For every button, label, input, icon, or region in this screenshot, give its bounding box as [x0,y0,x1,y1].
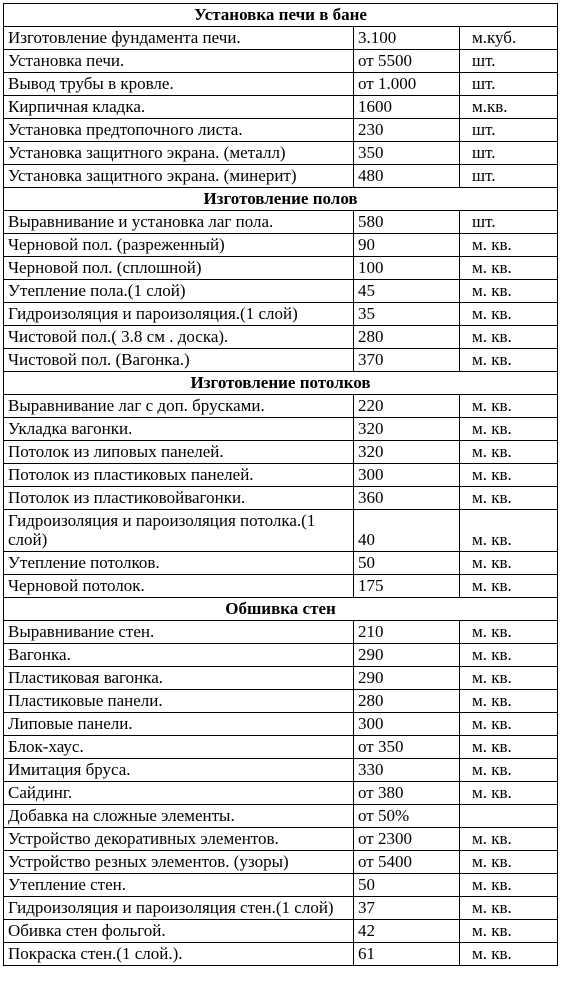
service-name-cell: Липовые панели. [4,713,354,736]
price-cell: 230 [354,119,460,142]
price-cell: 360 [354,487,460,510]
price-cell: от 380 [354,782,460,805]
price-cell: 210 [354,621,460,644]
table-row [4,165,558,188]
table-row [4,690,558,713]
service-name-cell: Изготовление фундамента печи. [4,27,354,50]
unit-cell: м. кв. [460,464,558,487]
unit-cell: м. кв. [460,303,558,326]
unit-cell [460,805,558,828]
table-row [4,510,558,552]
price-cell: от 350 [354,736,460,759]
service-name-cell: Обивка стен фольгой. [4,920,354,943]
unit-cell: м. кв. [460,690,558,713]
table-row [4,280,558,303]
unit-cell: м. кв. [460,575,558,598]
service-name-cell: Сайдинг. [4,782,354,805]
unit-cell: м. кв. [460,257,558,280]
unit-cell: м. кв. [460,234,558,257]
service-name-cell: Покраска стен.(1 слой.). [4,943,354,966]
table-row [4,575,558,598]
unit-cell: шт. [460,211,558,234]
unit-cell: м. кв. [460,736,558,759]
unit-cell: м. кв. [460,667,558,690]
table-row [4,119,558,142]
price-cell: 37 [354,897,460,920]
table-row [4,920,558,943]
table-row [4,667,558,690]
unit-cell: м. кв. [460,920,558,943]
table-row [4,349,558,372]
price-cell: 35 [354,303,460,326]
service-name-cell: Устройство декоративных элементов. [4,828,354,851]
unit-cell: м. кв. [460,943,558,966]
service-name-cell: Гидроизоляция и пароизоляция стен.(1 слой) [4,897,354,920]
table-row [4,851,558,874]
service-name-cell: Гидроизоляция и пароизоляция.(1 слой) [4,303,354,326]
service-name-cell: Устройство резных элементов. (узоры) [4,851,354,874]
section-header [4,188,558,211]
unit-cell: м. кв. [460,280,558,303]
unit-cell: м. кв. [460,487,558,510]
price-cell: 300 [354,713,460,736]
service-name-cell: Установка предтопочного листа. [4,119,354,142]
table-row [4,418,558,441]
table-row [4,27,558,50]
service-name-cell: Потолок из липовых панелей. [4,441,354,464]
service-name-cell: Добавка на сложные элементы. [4,805,354,828]
unit-cell: шт. [460,142,558,165]
service-name-cell: Установка защитного экрана. (металл) [4,142,354,165]
service-name-cell: Утепление стен. [4,874,354,897]
price-cell: 280 [354,690,460,713]
price-cell: 320 [354,418,460,441]
price-cell: 40 [354,510,460,552]
price-cell: 280 [354,326,460,349]
unit-cell: м. кв. [460,510,558,552]
section-header [4,372,558,395]
table-row [4,50,558,73]
table-row [4,874,558,897]
price-cell: 61 [354,943,460,966]
table-row [4,487,558,510]
unit-cell: м. кв. [460,713,558,736]
price-cell: 50 [354,552,460,575]
table-row [4,257,558,280]
service-name-cell: Пластиковая вагонка. [4,667,354,690]
price-cell: 90 [354,234,460,257]
service-name-cell: Чистовой пол. (Вагонка.) [4,349,354,372]
service-name-cell: Вывод трубы в кровле. [4,73,354,96]
price-cell: 300 [354,464,460,487]
table-row [4,441,558,464]
unit-cell: м. кв. [460,441,558,464]
service-name-cell: Установка защитного экрана. (минерит) [4,165,354,188]
unit-cell: м. кв. [460,395,558,418]
price-cell: 220 [354,395,460,418]
table-row [4,736,558,759]
unit-cell: м. кв. [460,552,558,575]
price-cell: 350 [354,142,460,165]
unit-cell: м. кв. [460,851,558,874]
unit-cell: м. кв. [460,418,558,441]
service-name-cell: Утепление потолков. [4,552,354,575]
service-name-cell: Чистовой пол.( 3.8 см . доска). [4,326,354,349]
table-row [4,943,558,966]
unit-cell: шт. [460,50,558,73]
unit-cell: м.куб. [460,27,558,50]
unit-cell: шт. [460,119,558,142]
service-name-cell: Выравнивание и установка лаг пола. [4,211,354,234]
price-table [3,3,558,966]
table-row [4,759,558,782]
price-cell: 3.100 [354,27,460,50]
unit-cell: м. кв. [460,897,558,920]
table-row [4,96,558,119]
section-header [4,4,558,27]
unit-cell: м. кв. [460,349,558,372]
unit-cell: м.кв. [460,96,558,119]
table-row [4,552,558,575]
service-name-cell: Черновой потолок. [4,575,354,598]
table-row [4,234,558,257]
price-cell: от 1.000 [354,73,460,96]
price-cell: от 5500 [354,50,460,73]
price-cell: 290 [354,644,460,667]
table-row [4,897,558,920]
unit-cell: м. кв. [460,644,558,667]
price-cell: от 50% [354,805,460,828]
section-title: Обшивка стен [4,598,558,621]
price-cell: 100 [354,257,460,280]
unit-cell: шт. [460,165,558,188]
table-row [4,303,558,326]
price-cell: 290 [354,667,460,690]
price-cell: 42 [354,920,460,943]
service-name-cell: Утепление пола.(1 слой) [4,280,354,303]
section-title: Установка печи в бане [4,4,558,27]
service-name-cell: Гидроизоляция и пароизоляция потолка.(1 слой) [4,510,354,552]
service-name-cell: Потолок из пластиковойвагонки. [4,487,354,510]
price-cell: 480 [354,165,460,188]
service-name-cell: Выравнивание стен. [4,621,354,644]
price-cell: 175 [354,575,460,598]
table-row [4,142,558,165]
service-name-cell: Выравнивание лаг с доп. брусками. [4,395,354,418]
unit-cell: м. кв. [460,759,558,782]
service-name-cell: Укладка вагонки. [4,418,354,441]
table-row [4,73,558,96]
unit-cell: м. кв. [460,874,558,897]
price-cell: 580 [354,211,460,234]
table-row [4,395,558,418]
price-cell: от 2300 [354,828,460,851]
section-header [4,598,558,621]
service-name-cell: Блок-хаус. [4,736,354,759]
table-row [4,828,558,851]
service-name-cell: Вагонка. [4,644,354,667]
table-row [4,621,558,644]
price-cell: 320 [354,441,460,464]
service-name-cell: Черновой пол. (сплошной) [4,257,354,280]
unit-cell: м. кв. [460,828,558,851]
table-row [4,805,558,828]
unit-cell: м. кв. [460,782,558,805]
table-row [4,644,558,667]
price-cell: 50 [354,874,460,897]
service-name-cell: Кирпичная кладка. [4,96,354,119]
unit-cell: шт. [460,73,558,96]
service-name-cell: Установка печи. [4,50,354,73]
service-name-cell: Потолок из пластиковых панелей. [4,464,354,487]
table-row [4,326,558,349]
table-row [4,464,558,487]
price-cell: от 5400 [354,851,460,874]
service-name-cell: Черновой пол. (разреженный) [4,234,354,257]
table-row [4,782,558,805]
price-cell: 330 [354,759,460,782]
section-title: Изготовление потолков [4,372,558,395]
table-row [4,211,558,234]
service-name-cell: Имитация бруса. [4,759,354,782]
table-row [4,713,558,736]
price-cell: 1600 [354,96,460,119]
unit-cell: м. кв. [460,621,558,644]
service-name-cell: Пластиковые панели. [4,690,354,713]
price-table-body [4,4,558,966]
unit-cell: м. кв. [460,326,558,349]
price-cell: 45 [354,280,460,303]
price-cell: 370 [354,349,460,372]
section-title: Изготовление полов [4,188,558,211]
